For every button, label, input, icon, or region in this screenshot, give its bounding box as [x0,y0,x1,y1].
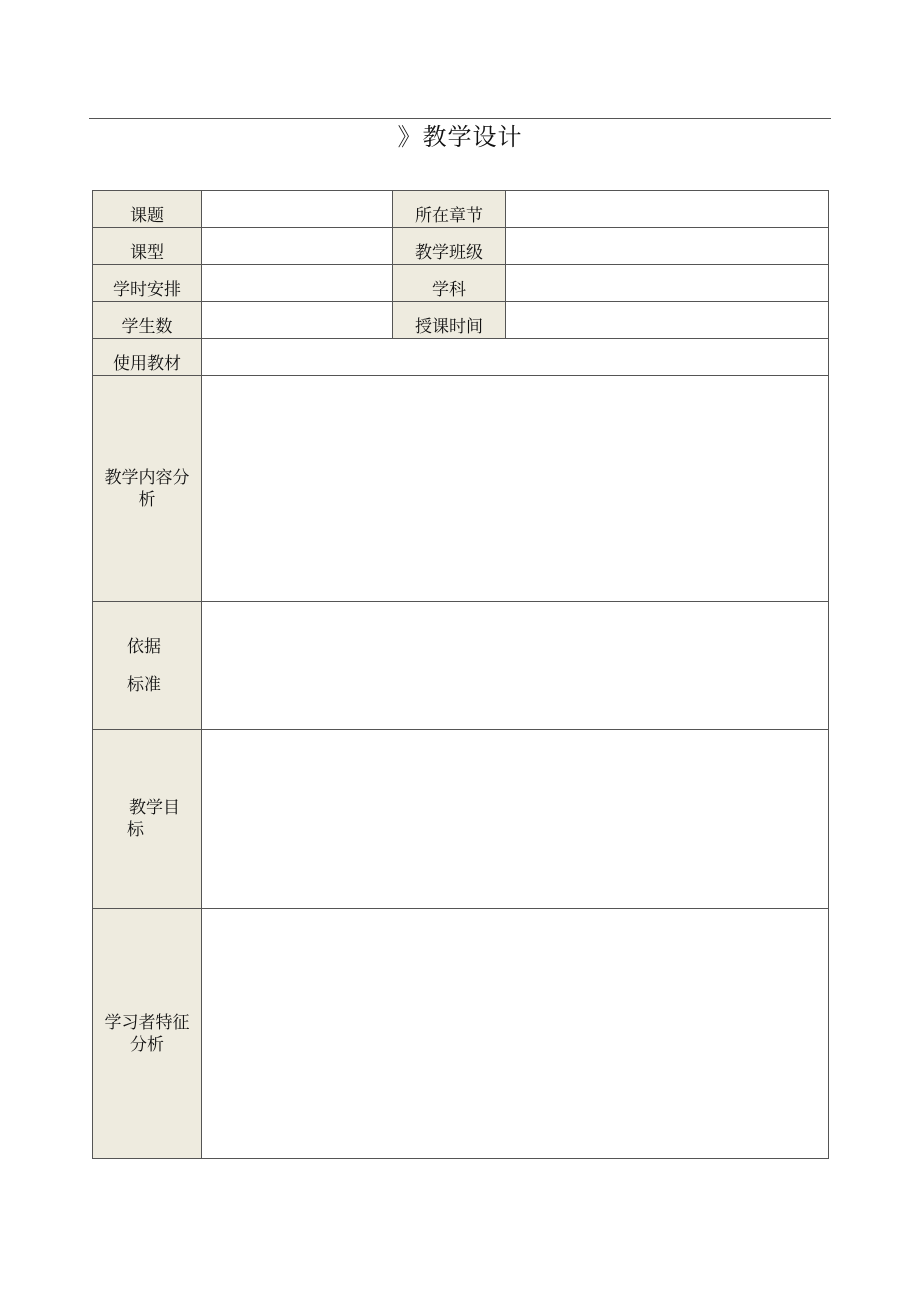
field-content-analysis[interactable] [202,376,829,602]
row-students [93,302,829,339]
row-hours [93,265,829,302]
label-teach-time: 授课时间 [393,302,506,339]
label-objectives-line1: 教学目 [129,798,180,818]
field-teach-time[interactable] [506,302,829,339]
field-subject[interactable] [506,265,829,302]
field-hours[interactable] [202,265,393,302]
label-students: 学生数 [93,302,202,339]
label-basis-line2: 标准 [127,674,161,695]
label-learner-line2: 分析 [130,1034,164,1055]
row-objectives [93,730,829,909]
field-class[interactable] [506,228,829,265]
lesson-plan-form [92,190,829,1159]
row-content-analysis [93,376,829,602]
label-class: 教学班级 [393,228,506,265]
label-basis-line1: 依据 [127,636,161,657]
label-topic: 课题 [93,191,202,228]
label-content-analysis-line2: 析 [138,489,156,510]
label-textbook: 使用教材 [93,339,202,376]
label-subject: 学科 [393,265,506,302]
row-learner [93,909,829,1159]
row-topic [93,191,829,228]
label-lesson-type: 课型 [93,228,202,265]
row-basis [93,602,829,730]
label-content-analysis-line1: 教学内容分 [104,467,190,488]
label-learner-line1: 学习者特征 [104,1012,190,1033]
label-objectives [93,730,202,909]
field-basis[interactable] [202,602,829,730]
label-learner [93,909,202,1159]
row-lesson-type [93,228,829,265]
field-lesson-type[interactable] [202,228,393,265]
label-chapter: 所在章节 [393,191,506,228]
label-basis [93,602,202,730]
field-objectives[interactable] [202,730,829,909]
row-textbook [93,339,829,376]
label-objectives-line2: 标 [127,820,144,840]
field-chapter[interactable] [506,191,829,228]
label-hours: 学时安排 [93,265,202,302]
header-rule [89,118,831,119]
label-content-analysis [93,376,202,602]
field-students[interactable] [202,302,393,339]
field-topic[interactable] [202,191,393,228]
document-title: 》教学设计 [397,123,523,151]
field-learner[interactable] [202,909,829,1159]
field-textbook[interactable] [202,339,829,376]
